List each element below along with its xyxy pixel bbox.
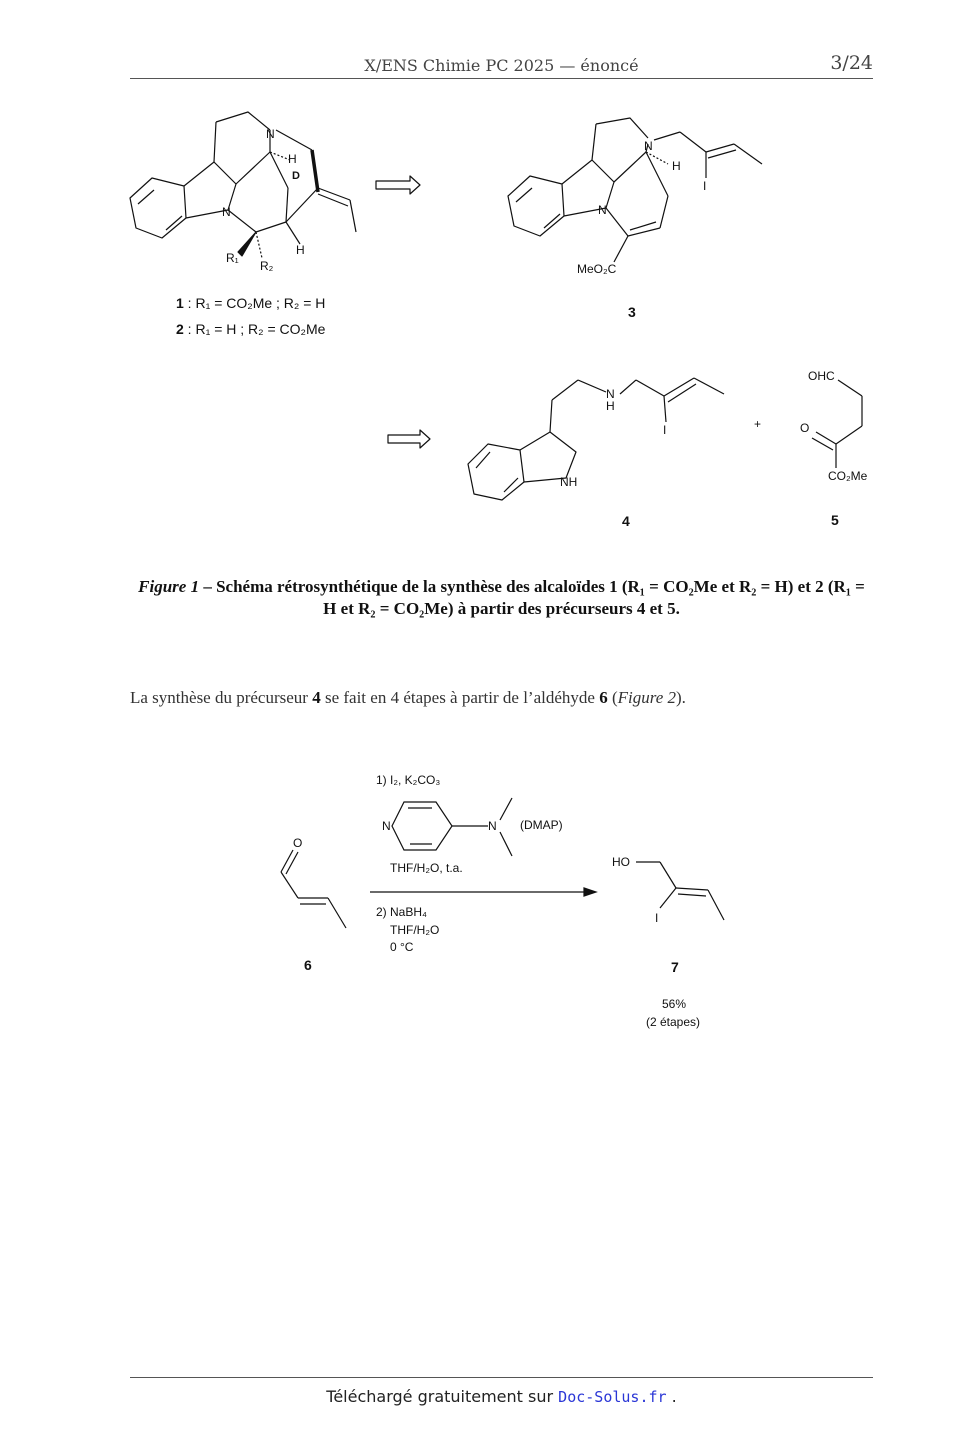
- meo2c-label: MeO₂C: [577, 262, 617, 276]
- compound-2-number: 2: [176, 321, 184, 337]
- iodine-label-4: I: [663, 423, 667, 437]
- intro-text-3: (: [607, 688, 618, 707]
- plus-sign: +: [754, 417, 762, 431]
- atom-label-nh-amine: N: [606, 387, 615, 401]
- ho-label: HO: [612, 855, 630, 869]
- footer-text: Téléchargé gratuitement sur: [326, 1387, 559, 1406]
- intro-ref-compound-4: 4: [312, 688, 321, 707]
- compound-5-number: 5: [831, 512, 839, 528]
- co2me-label: CO₂Me: [828, 469, 868, 483]
- ring-d-label: D: [292, 170, 300, 182]
- atom-label-h2: H: [296, 243, 305, 257]
- atom-label-n3: N: [644, 139, 653, 153]
- intro-text-4: ).: [676, 688, 686, 707]
- compound-2-r-groups: : R₁ = H ; R₂ = CO₂Me: [183, 321, 326, 337]
- compound-4-number: 4: [622, 513, 630, 529]
- atom-label-h1: H: [288, 152, 297, 166]
- ohc-label: OHC: [808, 369, 835, 383]
- compound-7-structure: [636, 862, 724, 920]
- compound-1-number: 1: [176, 295, 184, 311]
- compound-5-structure: [812, 380, 862, 468]
- atom-label-n4: N: [598, 203, 607, 217]
- page-footer: [130, 1377, 873, 1406]
- retro-arrow-2: [388, 430, 430, 448]
- dmap-label: (DMAP): [520, 818, 563, 832]
- pyridine-n-label: N: [382, 819, 391, 833]
- substituent-r1: R₁: [226, 251, 239, 265]
- compound-6-structure: [281, 850, 346, 928]
- footer-end: .: [666, 1387, 677, 1406]
- intro-text-2: se fait en 4 étapes à partir de l’aldéhyde: [320, 688, 600, 707]
- nh-indole-label: NH: [560, 475, 578, 489]
- aldehyde-o-label: O: [293, 836, 303, 850]
- figure-1-caption-text: – Schéma rétrosynthétique de la synthèse des alcaloïdes 1 (R₁ = CO₂Me et R₂ = H) et 2 (R₁ = H et R₂ = CO₂Me) à partir des précurseurs 4 et 5.: [199, 577, 865, 618]
- figure-1-caption-prefix: Figure 1: [138, 577, 200, 596]
- compound-6-number: 6: [304, 957, 312, 973]
- intro-paragraph: [130, 688, 873, 708]
- step-1-reagents: 1) I₂, K₂CO₃: [376, 773, 441, 787]
- figure-1-caption: [130, 576, 873, 620]
- yield-value: 56%: [662, 997, 687, 1011]
- iodine-label-3: I: [703, 179, 707, 193]
- footer-link[interactable]: Doc-Solus.fr: [558, 1388, 667, 1406]
- compound-1-r-groups: : R₁ = CO₂Me ; R₂ = H: [183, 295, 326, 311]
- atom-label-n2: N: [222, 205, 231, 219]
- compound-7-number: 7: [671, 959, 679, 975]
- figure-1-scheme: [0, 0, 980, 560]
- intro-figure-ref: Figure 2: [617, 688, 677, 707]
- compound-1-definition: [176, 295, 325, 311]
- intro-ref-compound-6: 6: [599, 688, 608, 707]
- yield-note: (2 étapes): [646, 1015, 701, 1029]
- atom-label-nh-h: H: [606, 399, 615, 413]
- atom-label-h3: H: [672, 159, 681, 173]
- iodine-label-7: I: [655, 911, 659, 925]
- compound-2-definition: [176, 321, 326, 337]
- header-title: X/ENS Chimie PC 2025 — énoncé: [364, 56, 639, 75]
- step-2-solvent: THF/H₂O: [390, 923, 440, 937]
- compound-4-structure: [468, 378, 724, 500]
- dimethylamino-n-label: N: [488, 819, 497, 833]
- reaction-arrow: [370, 888, 596, 896]
- atom-label-n1: N: [266, 127, 275, 141]
- page-number: 3/24: [830, 52, 873, 74]
- figure-2-scheme: [0, 760, 980, 1080]
- intro-text-1: La synthèse du précurseur: [130, 688, 313, 707]
- compound-3-structure: [508, 118, 762, 262]
- substituent-r2: R₂: [260, 259, 274, 273]
- step-2-reagents: 2) NaBH₄: [376, 905, 427, 919]
- carbonyl-o-label: O: [800, 421, 810, 435]
- compound-3-number: 3: [628, 304, 636, 320]
- compound-1-2-structure: [130, 112, 356, 258]
- step-2-temperature: 0 °C: [390, 940, 414, 954]
- step-1-conditions: THF/H₂O, t.a.: [390, 861, 463, 875]
- retro-arrow-1: [376, 176, 420, 194]
